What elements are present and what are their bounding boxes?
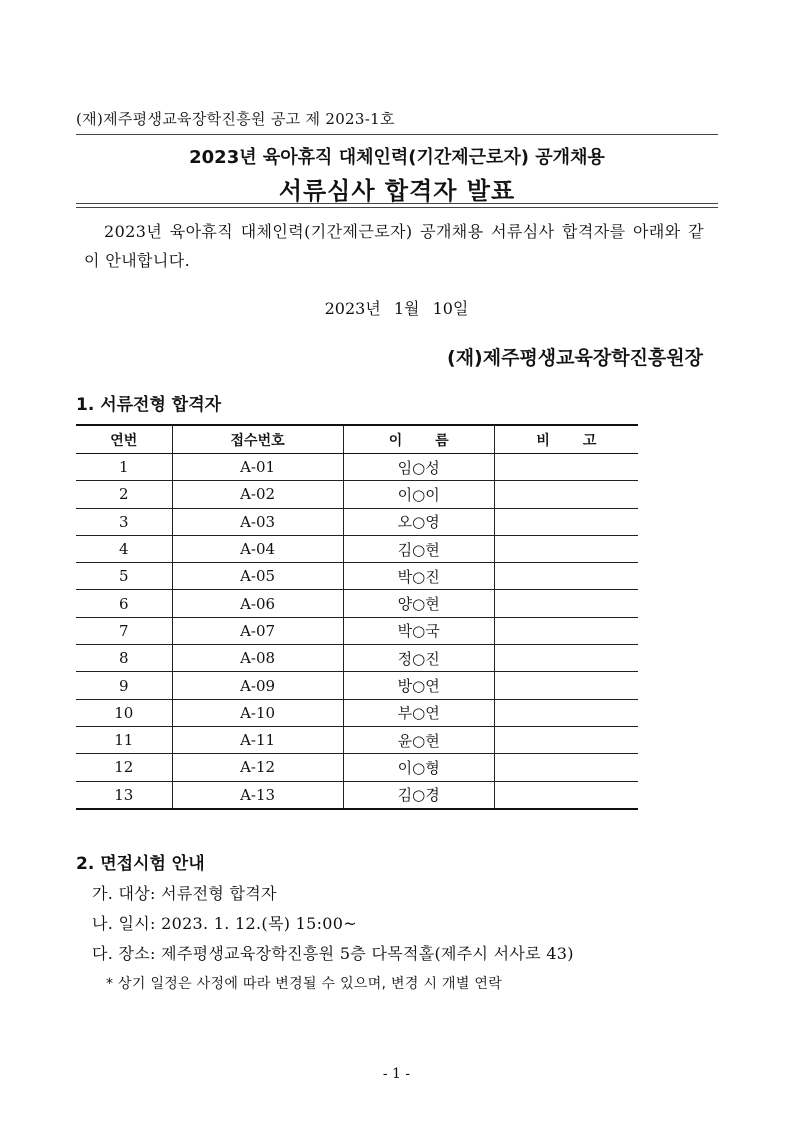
interview-info-list [92, 879, 574, 969]
cell-application-number: A-06 [172, 590, 343, 617]
table-header-row [76, 425, 638, 454]
cell-remarks [494, 508, 638, 535]
interview-location: 다. 장소: 제주평생교육장학진흥원 5층 다목적홀(제주시 서사로 43) [92, 944, 574, 963]
cell-name: 오○영 [343, 508, 494, 535]
table-row [76, 590, 638, 617]
document-subtitle: 서류심사 합격자 발표 [278, 177, 516, 205]
cell-remarks [494, 672, 638, 699]
cell-application-number: A-02 [172, 481, 343, 508]
schedule-change-note: * 상기 일정은 사정에 따라 변경될 수 있으며, 변경 시 개별 연락 [106, 976, 503, 992]
table-row [76, 481, 638, 508]
cell-remarks [494, 590, 638, 617]
cell-name: 박○국 [343, 617, 494, 644]
cell-application-number: A-08 [172, 645, 343, 672]
cell-serial: 12 [76, 754, 172, 781]
cell-name: 윤○현 [343, 726, 494, 753]
page-number: - 1 - [382, 1066, 411, 1082]
cell-serial: 8 [76, 645, 172, 672]
cell-name: 김○현 [343, 535, 494, 562]
cell-application-number: A-13 [172, 781, 343, 809]
table-row [76, 672, 638, 699]
cell-name: 정○진 [343, 645, 494, 672]
table-row [76, 645, 638, 672]
table-row [76, 699, 638, 726]
table-row [76, 535, 638, 562]
cell-application-number: A-12 [172, 754, 343, 781]
cell-serial: 6 [76, 590, 172, 617]
cell-name: 부○연 [343, 699, 494, 726]
document-title: 2023년 육아휴직 대체인력(기간제근로자) 공개채용 [189, 147, 605, 168]
table-row [76, 754, 638, 781]
cell-application-number: A-11 [172, 726, 343, 753]
cell-serial: 5 [76, 563, 172, 590]
cell-remarks [494, 454, 638, 481]
cell-application-number: A-04 [172, 535, 343, 562]
cell-serial: 13 [76, 781, 172, 809]
notice-number: (재)제주평생교육장학진흥원 공고 제 2023-1호 [76, 110, 395, 128]
table-row [76, 454, 638, 481]
cell-serial: 3 [76, 508, 172, 535]
cell-remarks [494, 781, 638, 809]
cell-name: 이○형 [343, 754, 494, 781]
cell-remarks [494, 563, 638, 590]
cell-remarks [494, 535, 638, 562]
header-application-number: 접수번호 [172, 425, 343, 454]
cell-application-number: A-09 [172, 672, 343, 699]
table-row [76, 508, 638, 535]
cell-name: 방○연 [343, 672, 494, 699]
cell-name: 임○성 [343, 454, 494, 481]
cell-serial: 9 [76, 672, 172, 699]
cell-application-number: A-01 [172, 454, 343, 481]
table-row [76, 781, 638, 809]
cell-name: 양○현 [343, 590, 494, 617]
cell-serial: 1 [76, 454, 172, 481]
table-row [76, 563, 638, 590]
announcement-date: 2023년 1월 10일 [324, 299, 469, 318]
cell-remarks [494, 481, 638, 508]
cell-application-number: A-07 [172, 617, 343, 644]
cell-name: 박○진 [343, 563, 494, 590]
table-row [76, 726, 638, 753]
cell-remarks [494, 617, 638, 644]
cell-remarks [494, 699, 638, 726]
passers-table [76, 424, 638, 810]
section-1-title: 1. 서류전형 합격자 [76, 395, 222, 415]
cell-serial: 10 [76, 699, 172, 726]
cell-name: 김○경 [343, 781, 494, 809]
cell-remarks [494, 645, 638, 672]
cell-remarks [494, 754, 638, 781]
cell-serial: 4 [76, 535, 172, 562]
cell-serial: 7 [76, 617, 172, 644]
table-row [76, 617, 638, 644]
cell-remarks [494, 726, 638, 753]
cell-serial: 11 [76, 726, 172, 753]
cell-application-number: A-10 [172, 699, 343, 726]
interview-target: 가. 대상: 서류전형 합격자 [92, 884, 277, 903]
header-remarks: 비 고 [494, 425, 638, 454]
interview-datetime: 나. 일시: 2023. 1. 12.(목) 15:00~ [92, 914, 357, 933]
cell-name: 이○이 [343, 481, 494, 508]
intro-paragraph: 2023년 육아휴직 대체인력(기간제근로자) 공개채용 서류심사 합격자를 아래와 같이 안내합니다. [84, 222, 704, 270]
cell-application-number: A-03 [172, 508, 343, 535]
header-name: 이 름 [343, 425, 494, 454]
section-2-title: 2. 면접시험 안내 [76, 854, 205, 874]
header-serial: 연번 [76, 425, 172, 454]
issuer-signature: (재)제주평생교육장학진흥원장 [447, 347, 703, 369]
top-rule [76, 134, 718, 135]
title-double-rule [76, 203, 718, 208]
cell-application-number: A-05 [172, 563, 343, 590]
cell-serial: 2 [76, 481, 172, 508]
